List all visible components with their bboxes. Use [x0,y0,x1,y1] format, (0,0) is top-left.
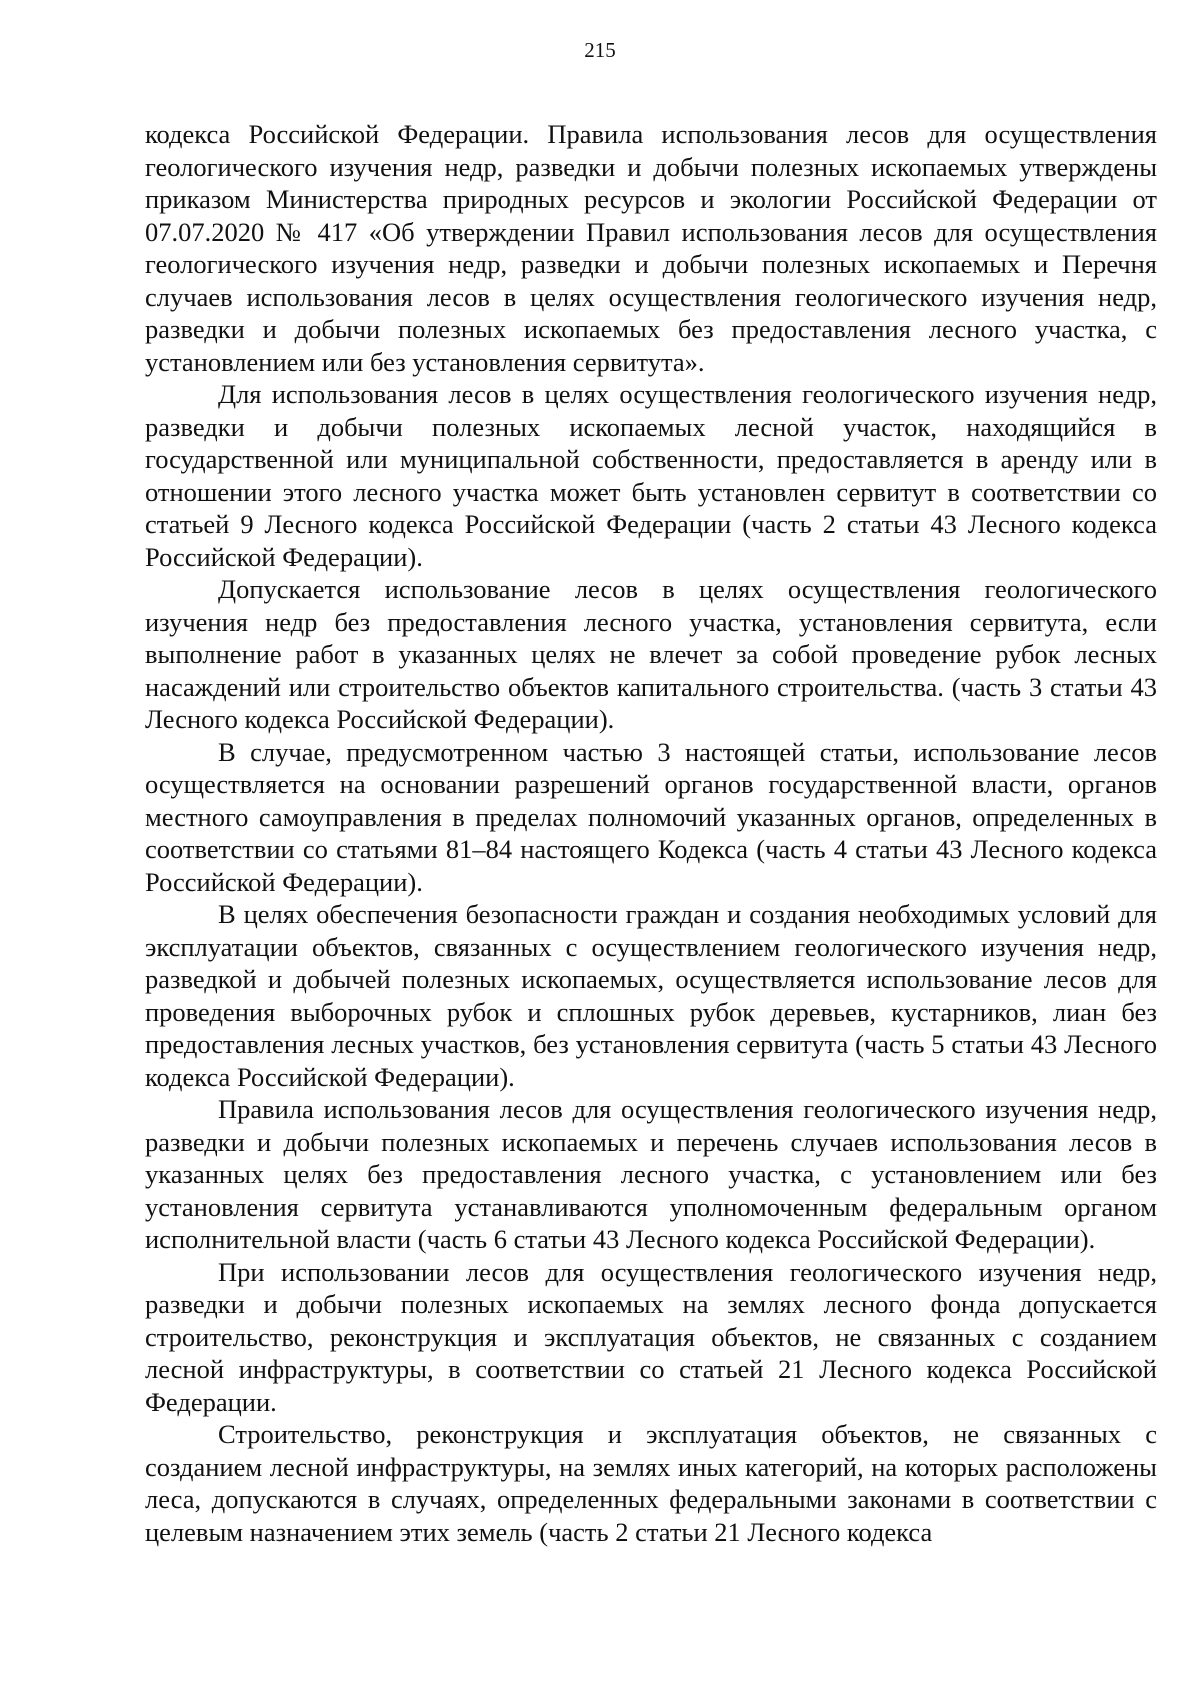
paragraph: При использовании лесов для осуществления геологического изучения недр, разведки и добычи полезных ископаемых на землях лесного фонда допускается строительство, реконструкция и эксплуатация объектов, не связанных с созданием лесной инфраструктуры, в соответствии со статьей 21 Лесного кодекса Российской Федерации. [145,1256,1157,1417]
document-body [145,118,1157,1548]
paragraph-continuation: кодекса Российской Федерации. Правила использования лесов для осуществления геологического изучения недр, разведки и добычи полезных ископаемых утверждены приказом Министерства природных ресурсов и экологии Российской Федерации от 07.07.2020 № 417 «Об утверждении Правил использования лесов для осуществления геологического изучения недр, разведки и добычи полезных ископаемых и Перечня случаев использования лесов в целях осуществления геологического изучения недр, разведки и добычи полезных ископаемых без предоставления лесного участка, с установлением или без установления сервитута». [145,119,1157,377]
paragraph: Для использования лесов в целях осуществления геологического изучения недр, разведки и добычи полезных ископаемых лесной участок, находящийся в государственной или муниципальной собственности, предоставляется в аренду или в отношении этого лесного участка может быть установлен сервитут в соответствии со статьей 9 Лесного кодекса Российской Федерации (часть 2 статьи 43 Лесного кодекса Российской Федерации). [145,379,1157,572]
paragraph: В целях обеспечения безопасности граждан и создания необходимых условий для эксплуатации объектов, связанных с осуществлением геологического изучения недр, разведкой и добычей полезных ископаемых, осуществляется использование лесов для проведения выборочных рубок и сплошных рубок деревьев, кустарников, лиан без предоставления лесных участков, без установления сервитута (часть 5 статьи 43 Лесного кодекса Российской Федерации). [145,899,1157,1092]
paragraph-continued: Строительство, реконструкция и эксплуатация объектов, не связанных с созданием лесной инфраструктуры, на землях иных категорий, на которых расположены леса, допускаются в случаях, определенных федеральными законами в соответствии с целевым назначением этих земель (часть 2 статьи 21 Лесного кодекса [145,1419,1157,1547]
page-number: 215 [584,38,616,62]
paragraph: Допускается использование лесов в целях осуществления геологического изучения недр без предоставления лесного участка, установления сервитута, если выполнение работ в указанных целях не влечет за собой проведение рубок лесных насаждений или строительство объектов капитального строительства. (часть 3 статьи 43 Лесного кодекса Российской Федерации). [145,574,1157,734]
paragraph: В случае, предусмотренном частью 3 настоящей статьи, использование лесов осуществляется на основании разрешений органов государственной власти, органов местного самоуправления в пределах полномочий указанных органов, определенных в соответствии со статьями 81–84 настоящего Кодекса (часть 4 статьи 43 Лесного кодекса Российской Федерации). [145,736,1157,897]
paragraph: Правила использования лесов для осуществления геологического изучения недр, разведки и добычи полезных ископаемых и перечень случаев использования лесов в указанных целях без предоставления лесного участка, с установлением или без установления сервитута устанавливаются уполномоченным федеральным органом исполнительной власти (часть 6 статьи 43 Лесного кодекса Российской Федерации). [145,1094,1157,1254]
